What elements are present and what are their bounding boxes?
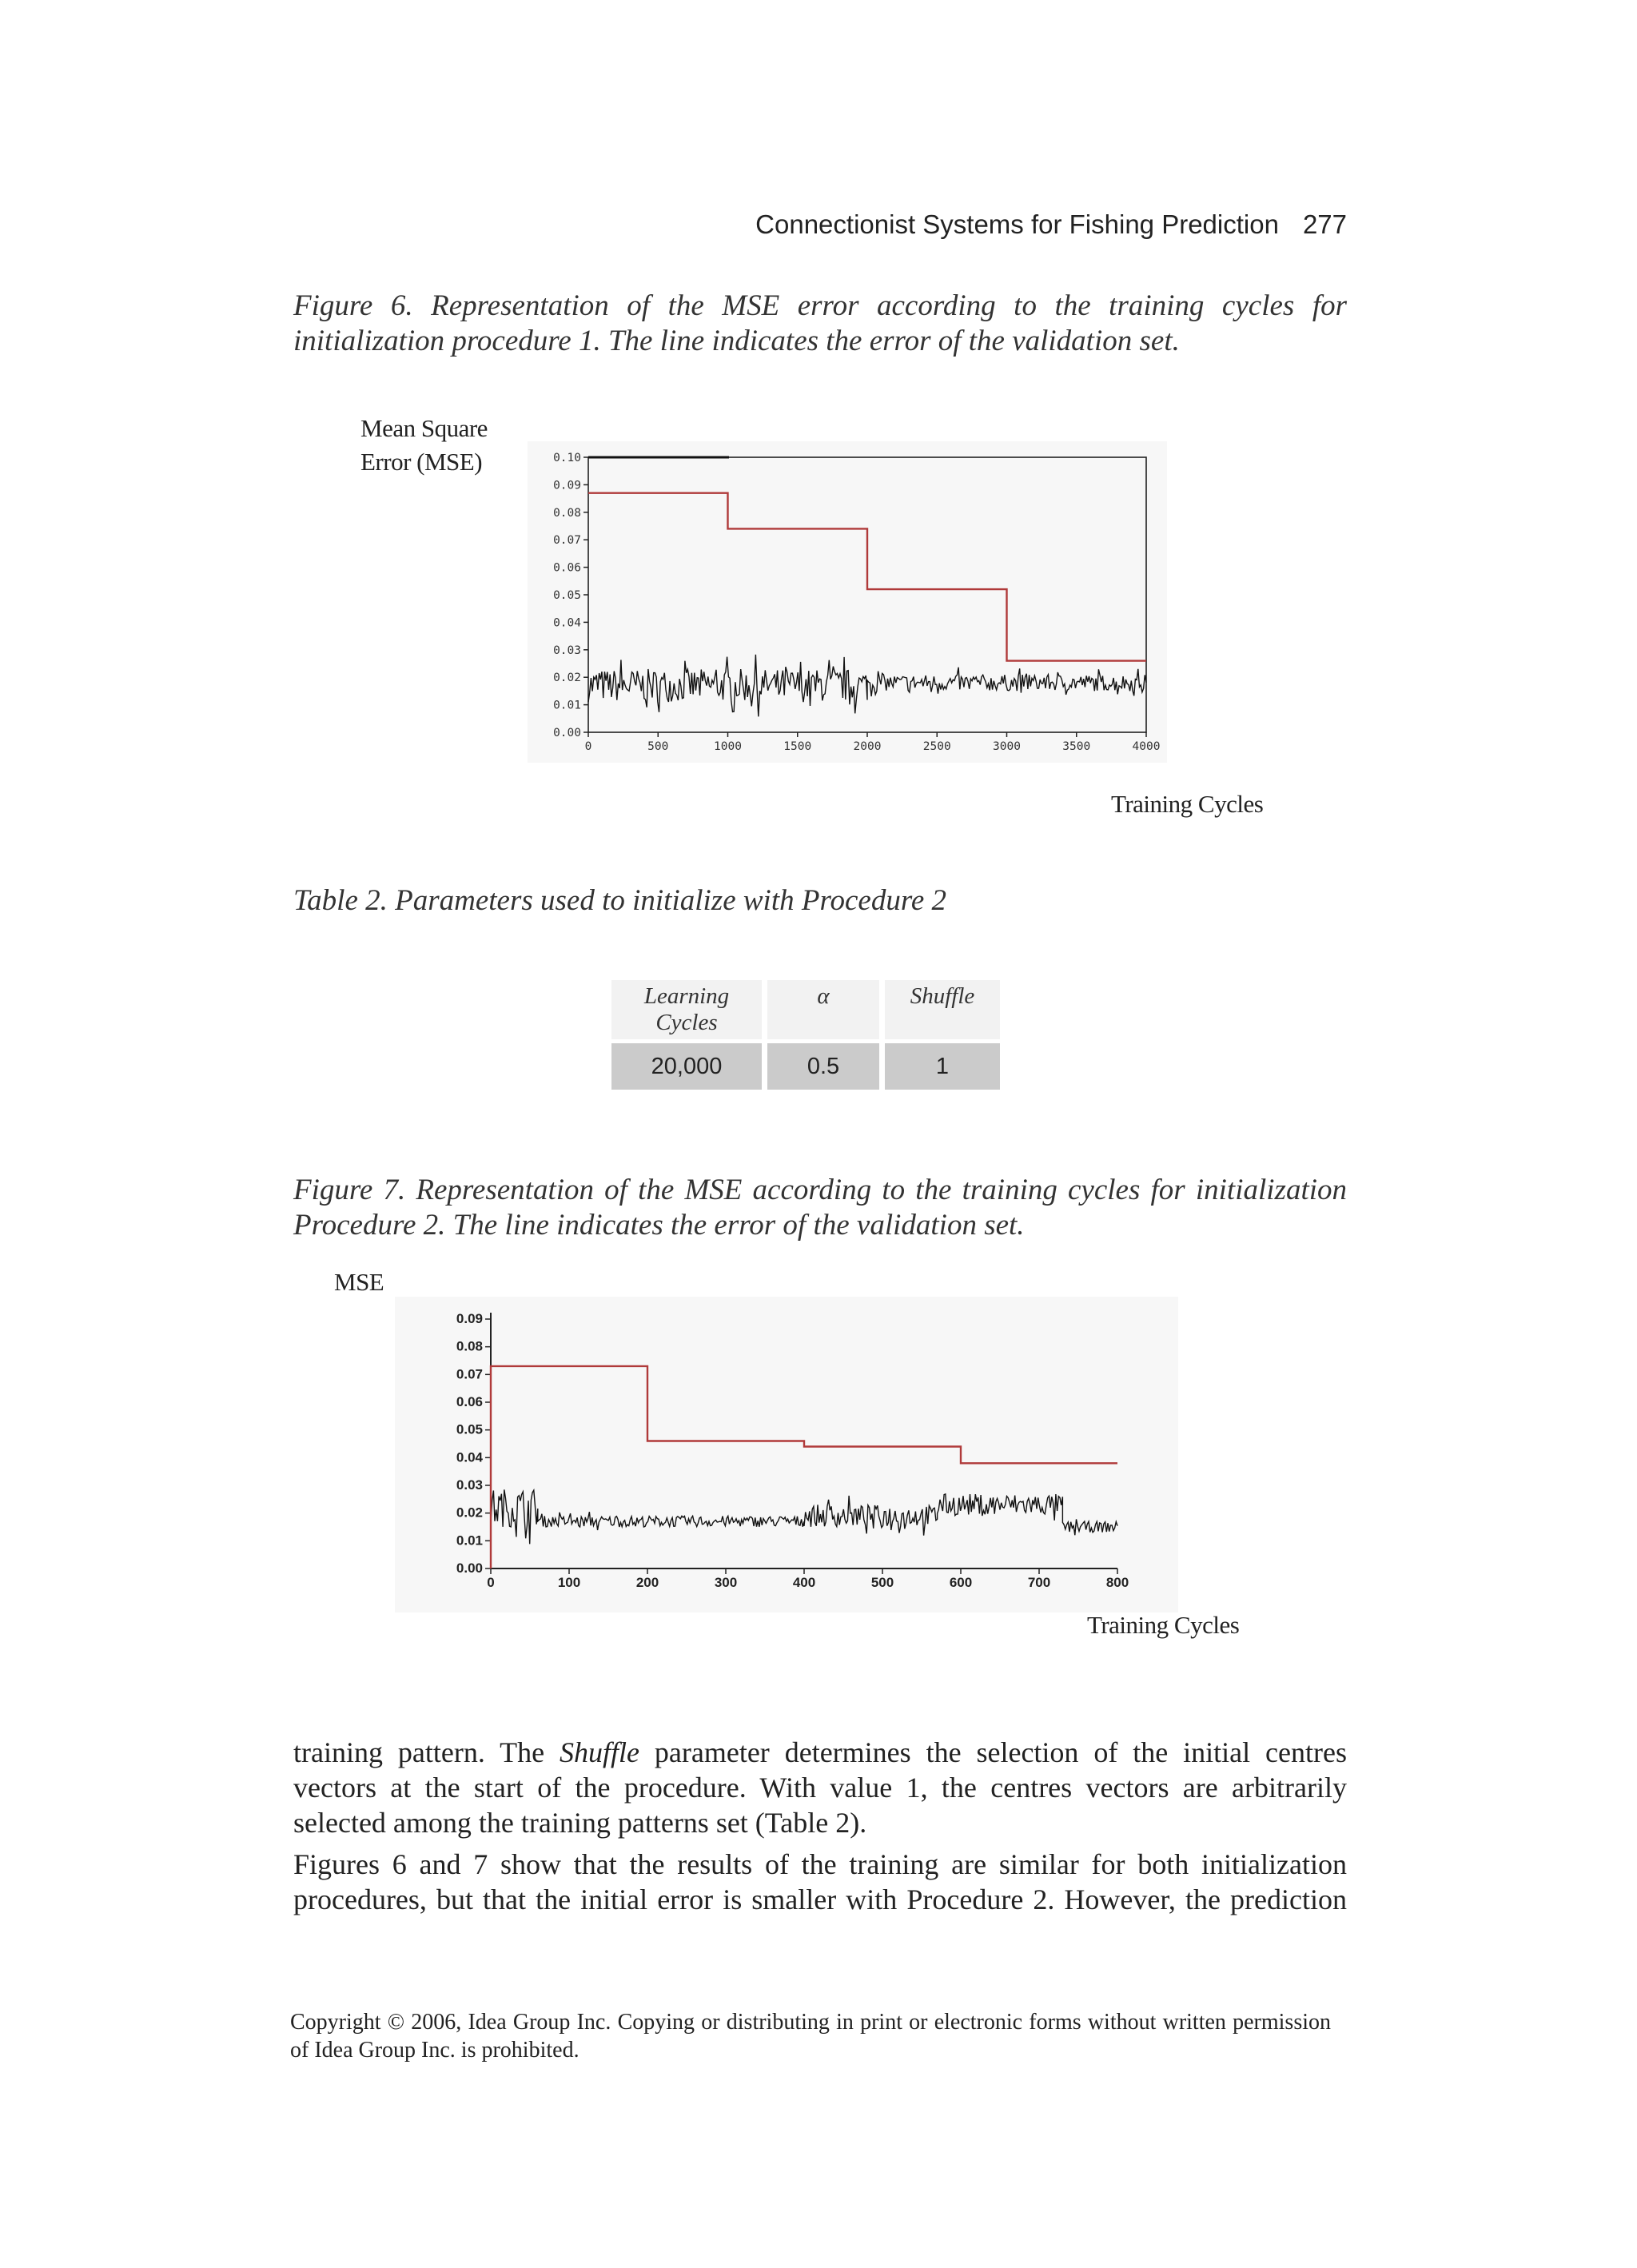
figure6-ylabel [360,412,488,479]
y-tick-label: 0.01 [553,699,581,712]
figure6-xlabel: Training Cycles [1111,790,1264,818]
y-tick-label: 0.00 [456,1560,483,1576]
x-tick-label: 3000 [993,740,1021,753]
figure7-ylabel: MSE [334,1268,384,1296]
x-tick-label: 800 [1105,1575,1129,1590]
x-tick-label: 1500 [783,740,812,753]
running-header-title: Connectionist Systems for Fishing Prediction [755,209,1279,239]
x-tick-label: 500 [870,1575,894,1590]
figure6-plot [528,441,1167,763]
body-p1-end: parameter determines the selection of the initial centres vectors at the start of the procedure. With value 1, the centres vectors are arbitrarily selected among the training patterns set (Table 2). [293,1736,1347,1839]
figure7-chart [395,1297,1178,1612]
x-tick-label: 3500 [1062,740,1091,753]
x-tick-label: 200 [635,1575,659,1590]
running-header [719,209,1347,240]
x-tick-label: 0 [487,1575,495,1590]
y-tick-label: 0.09 [553,479,581,492]
y-tick-label: 0.03 [553,644,581,657]
y-tick-label: 0.06 [553,561,581,575]
y-tick-label: 0.02 [553,672,581,685]
body-p1-emphasis: Shuffle [560,1736,639,1768]
body-paragraph-2: Figures 6 and 7 show that the results of the training are similar for both initialization procedures, but that the initial error is smaller with Procedure 2. However, the prediction [293,1848,1347,1915]
y-tick-label: 0.07 [553,534,581,548]
x-tick-label: 600 [949,1575,973,1590]
y-tick-label: 0.08 [553,506,581,520]
figure6-ylabel-line1: Mean Square [360,414,488,442]
figure7-xlabel: Training Cycles [1087,1611,1240,1639]
table2-row [611,1043,1000,1090]
x-tick-label: 4000 [1132,740,1161,753]
table2-caption: Table 2. Parameters used to initialize with Procedure 2 [293,884,947,917]
copyright-notice: Copyright © 2006, Idea Group Inc. Copying or distributing in print or electronic forms without written permission of Idea Group Inc. is prohibited. [290,2010,1331,2063]
x-tick-label: 1000 [714,740,742,753]
table2-header-learning-cycles: Learning Cycles [611,980,762,1039]
y-tick-label: 0.05 [456,1421,483,1437]
x-tick-label: 2500 [922,740,951,753]
x-tick-label: 700 [1027,1575,1051,1590]
figure6-caption: Figure 6. Representation of the MSE error according to the training cycles for initialization procedure 1. The line indicates the error of the validation set. [293,289,1347,357]
plot-background [395,1297,1178,1612]
page-number: 277 [1302,209,1347,239]
y-tick-label: 0.03 [456,1477,483,1493]
x-tick-label: 300 [714,1575,738,1590]
figure7-caption: Figure 7. Representation of the MSE according to the training cycles for initialization Procedure 2. The line indicates the error of the validation set. [293,1174,1347,1242]
y-tick-label: 0.05 [553,589,581,602]
y-tick-label: 0.00 [553,727,581,739]
y-tick-label: 0.01 [456,1533,483,1549]
table2-cell-learning-cycles: 20,000 [611,1043,762,1090]
y-tick-label: 0.09 [456,1311,483,1326]
table2-cell-shuffle: 1 [885,1043,1000,1090]
y-tick-label: 0.02 [456,1505,483,1521]
y-tick-label: 0.06 [456,1394,483,1409]
table2-header-shuffle: Shuffle [885,980,1000,1039]
figure6-ylabel-line2: Error (MSE) [360,448,483,476]
y-tick-label: 0.04 [553,616,581,630]
y-tick-label: 0.07 [456,1366,483,1382]
plot-background [528,441,1167,763]
y-tick-label: 0.08 [456,1338,483,1354]
x-tick-label: 0 [584,740,592,753]
figure6-chart [528,441,1167,763]
x-tick-label: 500 [647,740,669,753]
table2-cell-alpha: 0.5 [767,1043,879,1090]
table2-header-row [611,980,1000,1039]
figure7-plot [395,1297,1178,1612]
table2 [606,976,1006,1094]
body-paragraph-1 [293,1735,1347,1840]
x-tick-label: 100 [557,1575,581,1590]
table2-header-alpha: α [767,980,879,1039]
y-tick-label: 0.04 [456,1449,483,1465]
y-tick-label: 0.10 [553,452,581,464]
x-tick-label: 400 [792,1575,816,1590]
body-p1-start: training pattern. The [293,1736,560,1768]
x-tick-label: 2000 [853,740,882,753]
